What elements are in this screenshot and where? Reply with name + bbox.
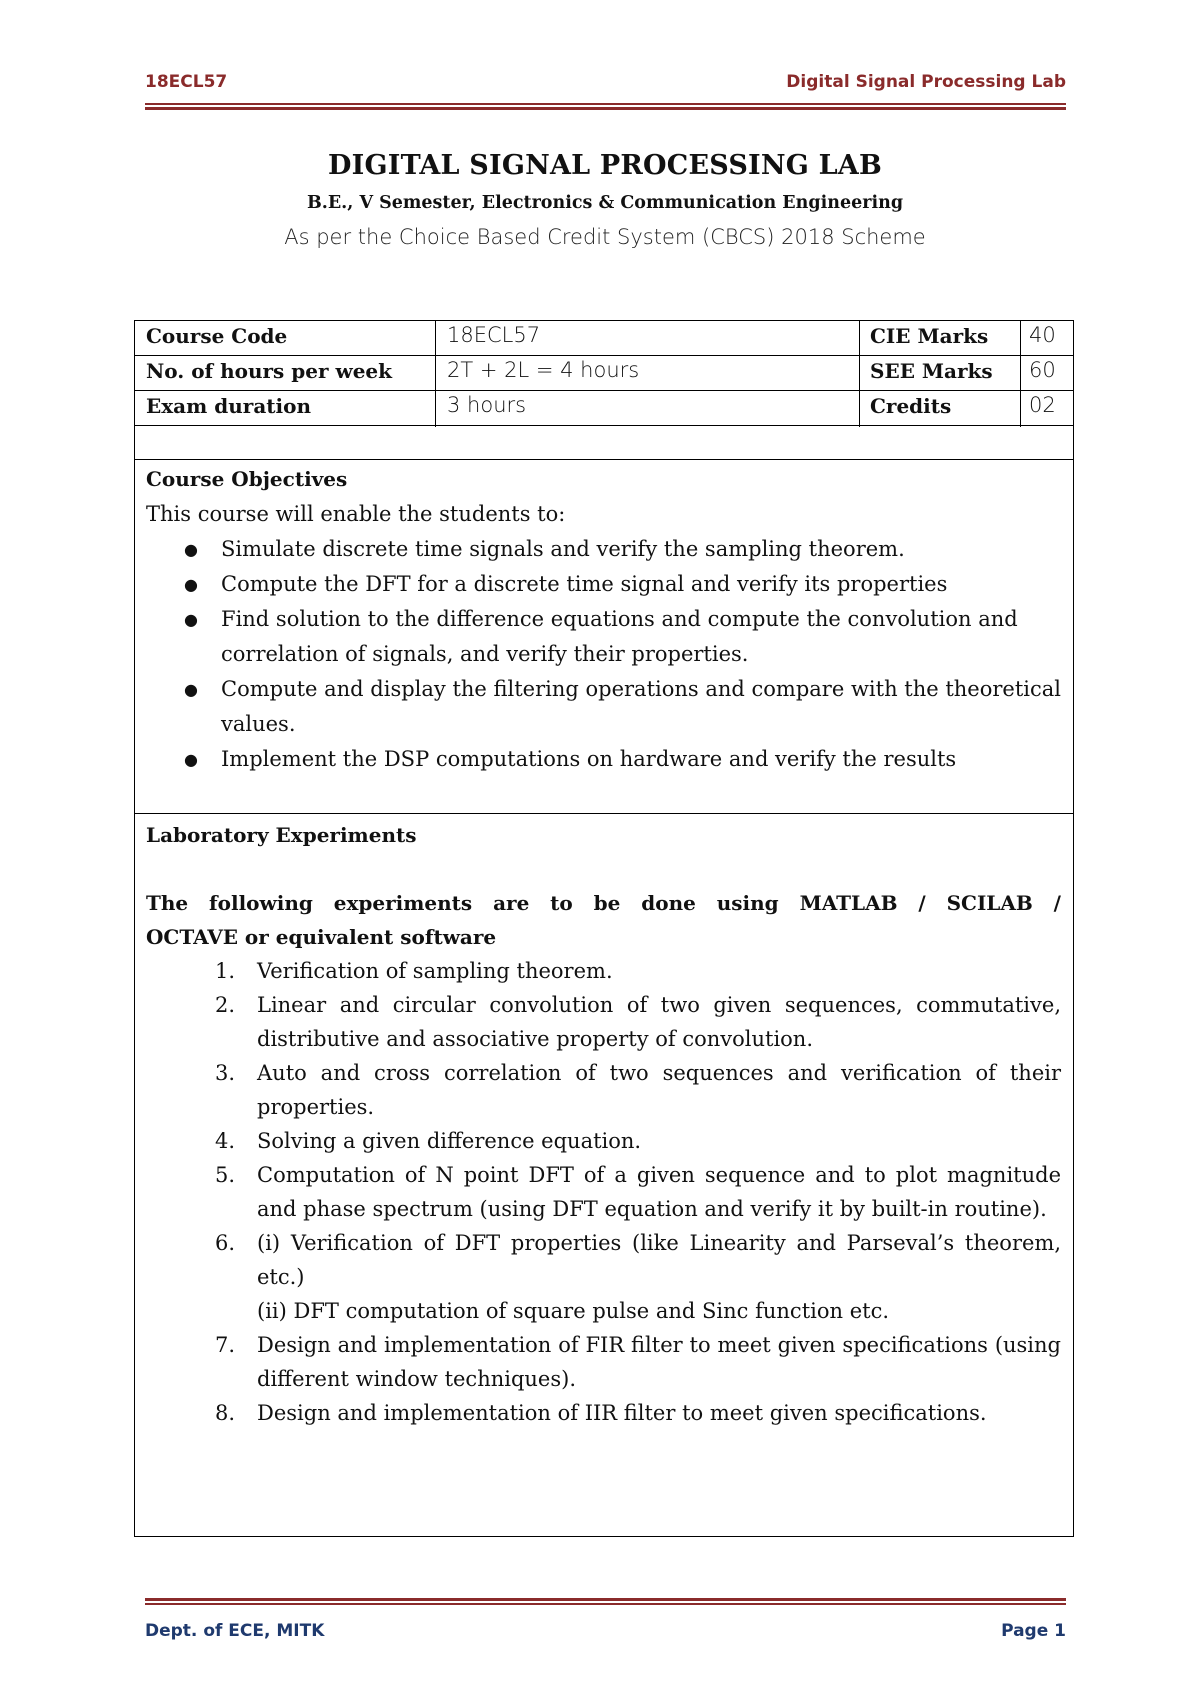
experiment-number: 1. xyxy=(214,959,235,983)
experiment-text: (i) Verification of DFT properties (like Linearity and Parseval’s theorem, etc.) xyxy=(257,1231,1061,1289)
exam-duration-label: Exam duration xyxy=(146,394,311,418)
page-title: DIGITAL SIGNAL PROCESSING LAB xyxy=(328,150,882,181)
experiment-item xyxy=(146,1226,1061,1294)
objective-item xyxy=(146,742,1061,777)
objective-item xyxy=(146,602,1061,672)
bullet-icon: ● xyxy=(184,680,198,699)
exam-duration-value: 3 hours xyxy=(447,393,527,417)
hours-per-week-value: 2T + 2L = 4 hours xyxy=(447,358,640,382)
bullet-icon: ● xyxy=(184,575,198,594)
experiment-number: 8. xyxy=(214,1401,235,1425)
col-divider xyxy=(435,321,436,427)
experiment-item xyxy=(146,1124,1061,1158)
experiment-text: Solving a given difference equation. xyxy=(257,1129,642,1153)
footer-rule-thick xyxy=(145,1598,1066,1601)
bullet-icon: ● xyxy=(184,750,198,769)
cie-marks-label: CIE Marks xyxy=(870,324,989,348)
course-code-value: 18ECL57 xyxy=(447,323,541,347)
objective-text: Implement the DSP computations on hardware and verify the results xyxy=(221,747,957,771)
syllabus-table xyxy=(134,320,1074,1537)
experiment-text: Design and implementation of IIR filter to meet given specifications. xyxy=(257,1401,987,1425)
bullet-icon: ● xyxy=(184,610,198,629)
experiment-number: 3. xyxy=(214,1061,235,1085)
row-divider xyxy=(135,425,1073,426)
course-code-label: Course Code xyxy=(146,324,288,348)
experiment-text: Design and implementation of FIR filter to meet given specifications (using different window techniques). xyxy=(257,1333,1061,1391)
credits-label: Credits xyxy=(870,394,952,418)
cie-marks-value: 40 xyxy=(1029,323,1056,347)
objective-text: Compute the DFT for a discrete time signal and verify its properties xyxy=(221,572,948,596)
col-divider xyxy=(859,321,860,427)
objective-item xyxy=(146,672,1061,742)
experiment-number: 4. xyxy=(214,1129,235,1153)
experiment-item xyxy=(146,1056,1061,1124)
scheme-line: As per the Choice Based Credit System (CBCS) 2018 Scheme xyxy=(284,225,926,249)
experiment-number: 6. xyxy=(214,1231,235,1255)
experiment-text: Computation of N point DFT of a given sequence and to plot magnitude and phase spectrum (using DFT equation and verify it by built-in routine). xyxy=(257,1163,1061,1221)
spacer xyxy=(146,852,1061,886)
bullet-icon: ● xyxy=(184,540,198,559)
experiment-text: Verification of sampling theorem. xyxy=(257,959,613,983)
footer-page-number: Page 1 xyxy=(1001,1621,1066,1641)
header-rule-thick xyxy=(145,107,1066,110)
objectives-intro: This course will enable the students to: xyxy=(146,502,566,526)
header-course-code: 18ECL57 xyxy=(145,72,228,92)
experiment-number: 7. xyxy=(214,1333,235,1357)
experiments-lead-line2: OCTAVE or equivalent software xyxy=(146,925,497,949)
course-objectives-section xyxy=(146,462,1061,777)
experiment-text: Auto and cross correlation of two sequences and verification of their properties. xyxy=(257,1061,1061,1119)
header-rule-thin xyxy=(145,103,1066,105)
row-divider xyxy=(135,813,1073,814)
experiment-item xyxy=(146,1328,1061,1396)
experiment-item xyxy=(146,988,1061,1056)
experiment-text: Linear and circular convolution of two given sequences, commutative, distributive and associative property of convolution. xyxy=(257,993,1061,1051)
lab-experiments-section xyxy=(146,818,1061,1430)
row-divider xyxy=(135,390,1073,391)
experiment-number: 2. xyxy=(214,993,235,1017)
experiment-item xyxy=(146,954,1061,988)
header-lab-name: Digital Signal Processing Lab xyxy=(786,72,1066,92)
experiments-heading: Laboratory Experiments xyxy=(146,823,417,847)
objectives-heading: Course Objectives xyxy=(146,467,348,491)
objective-text: Compute and display the filtering operations and compare with the theoretical values. xyxy=(221,677,1061,736)
objective-item xyxy=(146,532,1061,567)
page-subtitle: B.E., V Semester, Electronics & Communication Engineering xyxy=(306,193,904,213)
row-divider xyxy=(135,459,1073,460)
objective-item xyxy=(146,567,1061,602)
footer-rule-thin xyxy=(145,1603,1066,1605)
see-marks-value: 60 xyxy=(1029,358,1056,382)
col-divider xyxy=(1020,321,1021,427)
hours-per-week-label: No. of hours per week xyxy=(146,359,393,383)
objective-text: Find solution to the difference equations and compute the convolution and correlation of signals, and verify their properties. xyxy=(221,607,1018,666)
credits-value: 02 xyxy=(1029,393,1056,417)
experiment-subitem: (ii) DFT computation of square pulse and Sinc function etc. xyxy=(257,1299,889,1323)
see-marks-label: SEE Marks xyxy=(870,359,993,383)
experiment-item xyxy=(146,1396,1061,1430)
footer-department: Dept. of ECE, MITK xyxy=(145,1621,325,1641)
experiments-lead-line1: The following experiments are to be done using MATLAB / SCILAB / xyxy=(146,891,1061,915)
row-divider xyxy=(135,355,1073,356)
experiment-number: 5. xyxy=(214,1163,235,1187)
experiment-item xyxy=(146,1158,1061,1226)
objective-text: Simulate discrete time signals and verify the sampling theorem. xyxy=(221,537,905,561)
